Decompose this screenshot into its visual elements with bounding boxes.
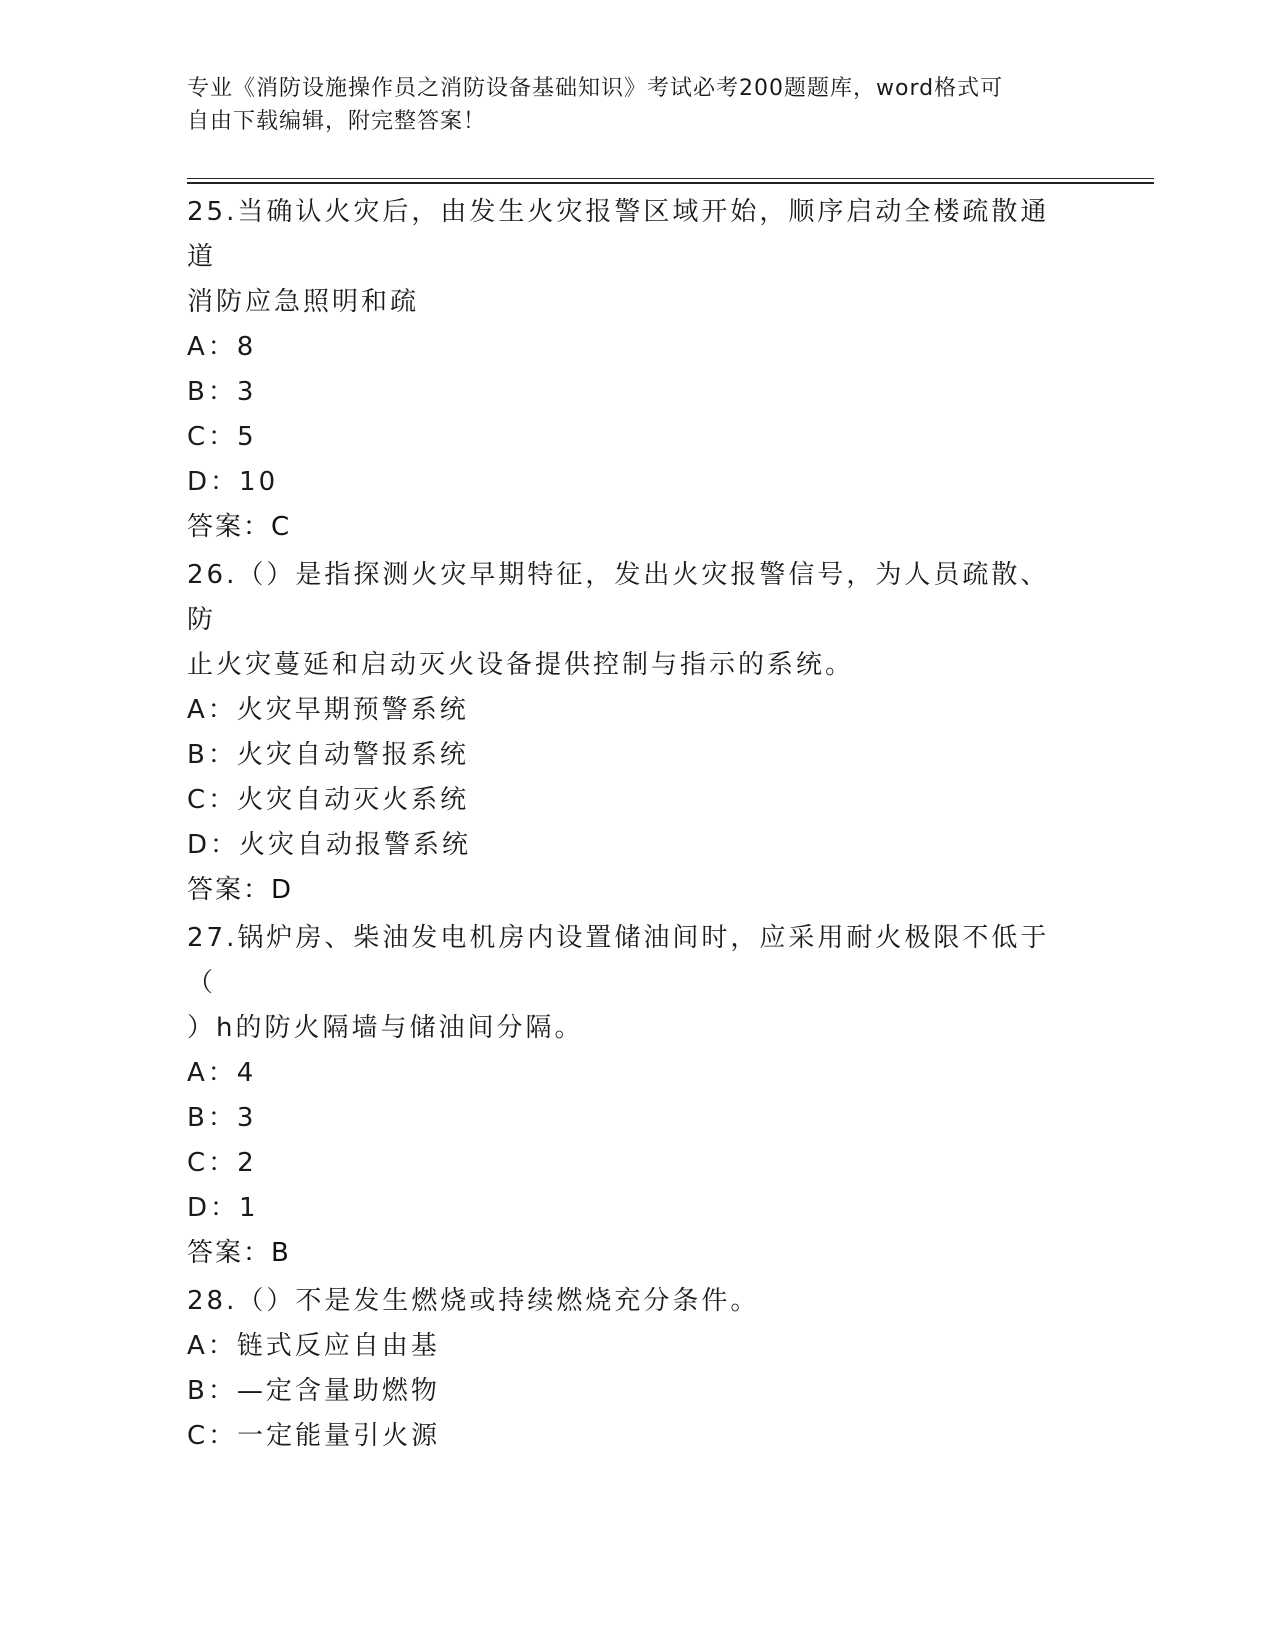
option-d: D：1	[187, 1193, 259, 1223]
option-b: B：—定含量助燃物	[187, 1376, 440, 1406]
option-a: A：链式反应自由基	[187, 1331, 440, 1361]
option-c: C：火灾自动灭火系统	[187, 785, 470, 815]
question-27	[187, 916, 1067, 1276]
option-b: B：3	[187, 377, 257, 407]
option-b: B：火灾自动警报系统	[187, 740, 469, 770]
header-divider-top	[187, 178, 1154, 179]
option-a: A：8	[187, 332, 257, 362]
answer-line: 答案：B	[187, 1238, 291, 1268]
question-stem-line-2: 止火灾蔓延和启动灭火设备提供控制与指示的系统。	[187, 650, 855, 680]
answer-line: 答案：C	[187, 512, 292, 542]
document-header	[187, 72, 1067, 138]
question-stem-line-1: 28.（）不是发生燃烧或持续燃烧充分条件。	[187, 1286, 760, 1316]
option-a: A：火灾早期预警系统	[187, 695, 469, 725]
question-stem-line-1: 27.锅炉房、柴油发电机房内设置储油间时，应采用耐火极限不低于（	[187, 923, 1050, 998]
option-b: B：3	[187, 1103, 257, 1133]
header-title-line-1: 专业《消防设施操作员之消防设备基础知识》考试必考200题题库，word格式可	[187, 76, 1004, 101]
question-stem-line-2: 消防应急照明和疏	[187, 287, 420, 317]
question-26	[187, 553, 1067, 913]
header-divider-bottom	[187, 182, 1154, 184]
option-c: C：一定能量引火源	[187, 1421, 441, 1451]
header-title-line-2: 自由下载编辑，附完整答案！	[187, 109, 487, 134]
question-25	[187, 190, 1067, 550]
question-28	[187, 1279, 1067, 1459]
option-a: A：4	[187, 1058, 257, 1088]
answer-line: 答案：D	[187, 875, 294, 905]
question-stem-line-1: 25.当确认火灾后，由发生火灾报警区域开始，顺序启动全楼疏散通道	[187, 197, 1050, 272]
option-c: C：2	[187, 1148, 257, 1178]
option-c: C：5	[187, 422, 257, 452]
option-d: D：10	[187, 467, 279, 497]
question-stem-line-1: 26.（）是指探测火灾早期特征，发出火灾报警信号，为人员疏散、防	[187, 560, 1050, 635]
option-d: D：火灾自动报警系统	[187, 830, 472, 860]
question-stem-line-2: ）h的防火隔墙与储油间分隔。	[187, 1013, 584, 1043]
